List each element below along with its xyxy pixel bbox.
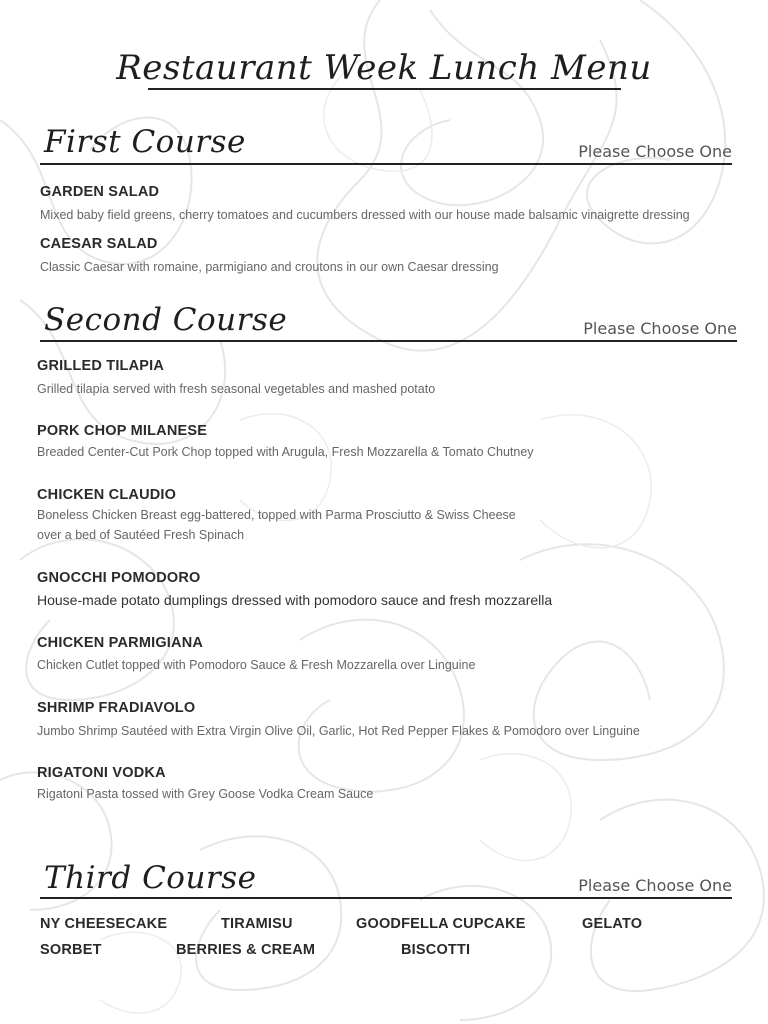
menu-item-name: RIGATONI VODKA: [37, 765, 166, 781]
second-course-choose: Please Choose One: [583, 319, 737, 338]
menu-item-name: GARDEN SALAD: [40, 184, 160, 200]
menu-item-description: House-made potato dumplings dressed with pomodoro sauce and fresh mozzarella: [37, 592, 553, 608]
menu-item-description: Classic Caesar with romaine, parmigiano and croutons in our own Caesar dressing: [40, 260, 499, 274]
dessert-item: TIRAMISU: [221, 916, 293, 932]
second-course-title: Second Course: [44, 302, 288, 338]
menu-item-description: Chicken Cutlet topped with Pomodoro Sauce & Fresh Mozzarella over Linguine: [37, 658, 476, 672]
title-underline: [148, 88, 621, 90]
menu-item-name: CHICKEN PARMIGIANA: [37, 635, 204, 651]
third-course-title: Third Course: [44, 860, 257, 896]
menu-item-description: Grilled tilapia served with fresh seasonal vegetables and mashed potato: [37, 382, 436, 396]
menu-item-name: SHRIMP FRADIAVOLO: [37, 700, 196, 716]
dessert-item: GELATO: [582, 916, 643, 932]
first-course-title: First Course: [44, 124, 246, 160]
dessert-item: BISCOTTI: [401, 942, 471, 958]
second-course-rule: [40, 340, 737, 342]
first-course-rule: [40, 163, 732, 165]
dessert-item: SORBET: [40, 942, 102, 958]
menu-item-name: GRILLED TILAPIA: [37, 358, 165, 374]
menu-item-name: CAESAR SALAD: [40, 236, 158, 252]
first-course-choose: Please Choose One: [578, 142, 732, 161]
third-course-rule: [40, 897, 732, 899]
menu-item-name: CHICKEN CLAUDIO: [37, 487, 177, 503]
menu-item-description-line2: over a bed of Sautéed Fresh Spinach: [37, 528, 245, 542]
menu-item-description: Mixed baby field greens, cherry tomatoes and cucumbers dressed with our house made balsamic vinaigrette dressing: [40, 208, 690, 222]
third-course-choose: Please Choose One: [578, 876, 732, 895]
menu-item-name: GNOCCHI POMODORO: [37, 570, 201, 586]
dessert-item: BERRIES & CREAM: [176, 942, 316, 958]
menu-item-description: Jumbo Shrimp Sautéed with Extra Virgin Olive Oil, Garlic, Hot Red Pepper Flakes & Pomodoro over Linguine: [37, 724, 640, 738]
dessert-item: NY CHEESECAKE: [40, 916, 168, 932]
menu-item-description: Rigatoni Pasta tossed with Grey Goose Vodka Cream Sauce: [37, 787, 374, 801]
page-title: Restaurant Week Lunch Menu: [116, 48, 652, 88]
menu-item-description: Boneless Chicken Breast egg-battered, topped with Parma Prosciutto & Swiss Cheese: [37, 508, 516, 522]
menu-item-name: PORK CHOP MILANESE: [37, 423, 208, 439]
dessert-item: GOODFELLA CUPCAKE: [356, 916, 526, 932]
menu-item-description: Breaded Center-Cut Pork Chop topped with Arugula, Fresh Mozzarella & Tomato Chutney: [37, 445, 534, 459]
